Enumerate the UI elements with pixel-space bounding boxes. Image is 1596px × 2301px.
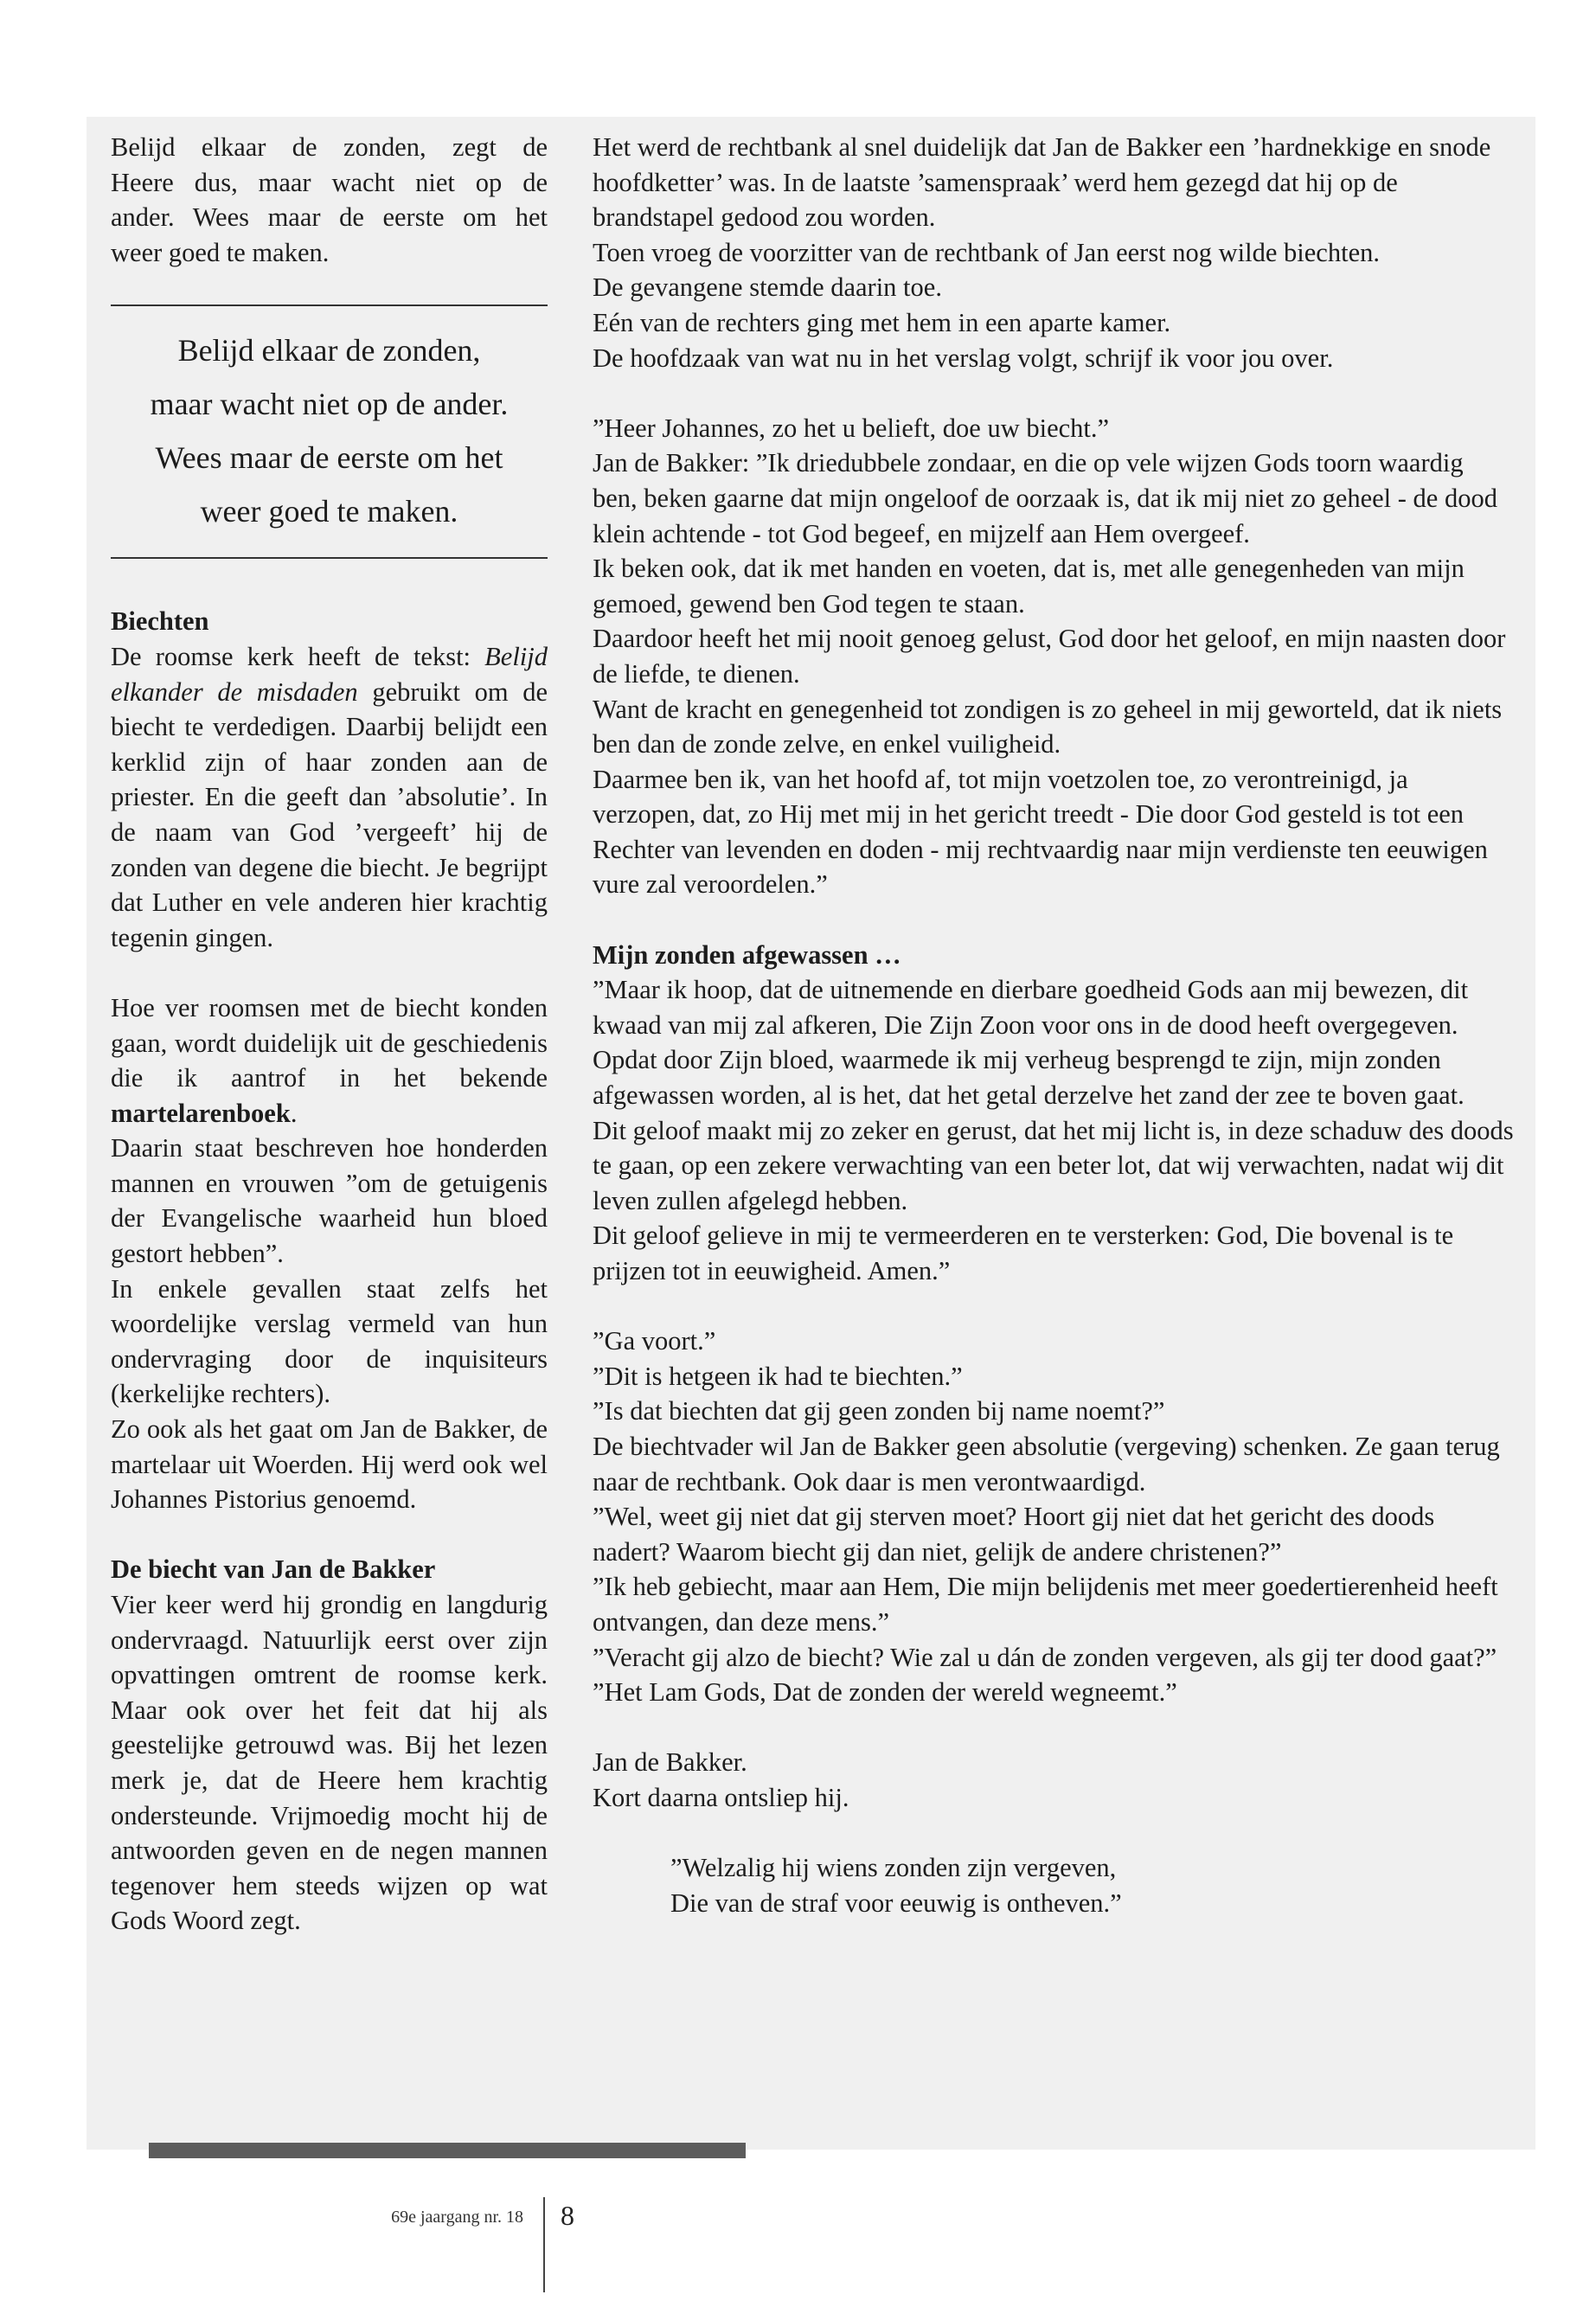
pullquote-line-2: maar wacht niet op de ander. xyxy=(150,387,509,422)
bakker-paragraph: Vier keer werd hij grondig en langdurig ondervraagd. Natuurlijk eerst over zijn opvattingen omtrent de roomse kerk. Maar ook over het feit dat hij als geestelijke getrouwd was. Bij het lezen merk je, dat de Heere hem krachtig ondersteunde. Vrijmoedig mocht hij de antwoorden geven en de negen mannen tegenover hem steeds wijzen op wat Gods Woord zegt. xyxy=(111,1590,548,1936)
right-p7: Jan de Bakker: ”Ik driedubbele zondaar, en die op vele wijzen Gods toorn waardig ben, beken gaarne dat mijn ongeloof de oorzaak is, dat ik mij niet zo geheel - de dood klein achtende - tot God begeef, en mijzelf aan Hem overgeef. xyxy=(593,448,1497,548)
roomsen-paragraph: Hoe ver roomsen met de biecht konden gaan, wordt duidelijk uit de geschiedenis die ik aantrof in het bekende martelarenboek. xyxy=(111,992,548,1128)
right-p4: Eén van de rechters ging met hem in een aparte kamer. xyxy=(593,307,1171,337)
right-p13: Opdat door Zijn bloed, waarmede ik mij verheug besprengd te zijn, mijn zonden afgewassen worden, al is het, dat het getal derzelve het zand der zee te boven gaat. xyxy=(593,1045,1465,1111)
right-p1: Het werd de rechtbank al snel duidelijk dat Jan de Bakker een ’hardnekkige en snode hoofdketter’ was. In de laatste ’samenspraak’ werd hem gezegd dat hij op de brandstapel gedood zou worden. xyxy=(593,132,1491,233)
right-p24: Jan de Bakker. xyxy=(593,1747,747,1778)
right-p11: Daarmee ben ik, van het hoofd af, tot mijn voetzolen toe, zo verontreinigd, ja verzopen, dat, zo Hij met mij in het gericht treedt - Die door God gesteld is tot een Rechter van levenden en doden - mij rechtvaardig naar mijn verdienste ten eeuwigen vure zal veroordelen.” xyxy=(593,764,1488,900)
right-p19: De biechtvader wil Jan de Bakker geen absolutie (vergeving) schenken. Ze gaan terug naar de rechtbank. Ook daar is men verontwaardigd. xyxy=(593,1431,1500,1497)
page-number: 8 xyxy=(561,2200,574,2231)
intro-line-3: ander. Wees maar de eerste om het xyxy=(111,202,548,233)
right-p6: ”Heer Johannes, zo het u belieft, doe uw biecht.” xyxy=(593,413,1110,443)
right-p2: Toen vroeg de voorzitter van de rechtbank of Jan eerst nog wilde biechten. xyxy=(593,237,1380,267)
right-p3: De gevangene stemde daarin toe. xyxy=(593,272,942,303)
poem-line-1: ”Welzalig hij wiens zonden zijn vergeven, xyxy=(670,1853,1117,1883)
zonden-heading: Mijn zonden afgewassen … xyxy=(593,939,901,970)
pullquote-line-3: Wees maar de eerste om het xyxy=(155,440,503,476)
right-p14: Dit geloof maakt mij zo zeker en gerust, dat het mij licht is, in deze schaduw des doods te gaan, op een zekere verwachting van een beter lot, dat wij verwachten, nadat wij dit leven zullen afgelegd hebben. xyxy=(593,1115,1514,1215)
right-p10: Want de kracht en genegenheid tot zondigen is zo geheel in mij geworteld, dat ik niets ben dan de zonde zelve, en enkel vuiligheid. xyxy=(593,694,1503,760)
martelarenboek: martelarenboek xyxy=(111,1098,291,1128)
right-p21: ”Ik heb gebiecht, maar aan Hem, Die mijn belijdenis met meer goedertierenheid heeft ontvangen, dan deze mens.” xyxy=(593,1572,1498,1637)
right-p20: ”Wel, weet gij niet dat gij sterven moet? Hoort gij niet dat het gericht des doods nadert? Waarom biecht gij dan niet, gelijk de andere christenen?” xyxy=(593,1502,1435,1567)
right-p16: ”Ga voort.” xyxy=(593,1326,716,1356)
pullquote-line-1: Belijd elkaar de zonden, xyxy=(177,333,481,369)
pullquote xyxy=(111,304,548,559)
bakker-heading: De biecht van Jan de Bakker xyxy=(111,1554,436,1585)
jan-de-bakker-paragraph: Zo ook als het gaat om Jan de Bakker, de martelaar uit Woerden. Hij werd ook wel Johannes Pistorius genoemd. xyxy=(111,1414,548,1515)
biechten-paragraph: De roomse kerk heeft de tekst: Belijd elkander de misdaden gebruikt om de biecht te verdedigen. Daarbij belijdt een kerklid zijn of haar zonden aan de priester. En die geeft dan ’absolutie’. In de naam van God ’vergeeft’ hij de zonden van degene die biecht. Je begrijpt dat Luther en vele anderen hier krachtig tegenin gingen. xyxy=(111,641,548,952)
right-p9: Daardoor heeft het mij nooit genoeg gelust, God door het geloof, en mijn naasten door de liefde, te dienen. xyxy=(593,624,1506,689)
closing-poem xyxy=(593,1850,1514,1920)
right-p8: Ik beken ook, dat ik met handen en voeten, dat is, met alle genegenheden van mijn gemoed, gewend ben God tegen te staan. xyxy=(593,554,1465,619)
right-p5: De hoofdzaak van wat nu in het verslag volgt, schrijf ik voor jou over. xyxy=(593,343,1334,373)
right-p22: ”Veracht gij alzo de biecht? Wie zal u dán de zonden vergeven, als gij ter dood gaat?” xyxy=(593,1642,1497,1672)
right-p25: Kort daarna ontsliep hij. xyxy=(593,1782,849,1812)
issue-label: 69e jaargang nr. 18 xyxy=(391,2208,523,2227)
right-p15: Dit geloof gelieve in mij te vermeerderen en te versterken: God, Die bovenal is te prijzen tot in eeuwigheid. Amen.” xyxy=(593,1221,1454,1285)
biechten-heading: Biechten xyxy=(111,606,209,637)
right-p18: ”Is dat biechten dat gij geen zonden bij name noemt?” xyxy=(593,1396,1165,1426)
enkele-gevallen-paragraph: In enkele gevallen staat zelfs het woordelijke verslag vermeld van hun ondervraging door de inquisiteurs (kerkelijke rechters). xyxy=(111,1273,548,1409)
left-column xyxy=(111,130,548,1939)
biechten-quote: Belijd elkander de misdaden xyxy=(111,641,548,707)
poem-line-2: Die van de straf voor eeuwig is ontheven.” xyxy=(670,1888,1122,1918)
daarin-paragraph: Daarin staat beschreven hoe honderden mannen en vrouwen ”om de getuigenis der Evangelische waarheid hun bloed gestort hebben”. xyxy=(111,1133,548,1269)
footer-divider xyxy=(543,2197,545,2292)
footer-bar xyxy=(149,2143,746,2158)
right-p12: ”Maar ik hoop, dat de uitnemende en dierbare goedheid Gods aan mij bewezen, dit kwaad van mij zal afkeren, Die Zijn Zoon voor ons in de dood heeft overgegeven. xyxy=(593,975,1469,1040)
right-p17: ”Dit is hetgeen ik had te biechten.” xyxy=(593,1361,963,1391)
pullquote-line-4: weer goed te maken. xyxy=(200,494,458,529)
intro-line-2: Heere dus, maar wacht niet op de xyxy=(111,167,548,197)
intro-line-1: Belijd elkaar de zonden, zegt de xyxy=(111,132,548,162)
right-column xyxy=(593,130,1514,1920)
right-p23: ”Het Lam Gods, Dat de zonden der wereld wegneemt.” xyxy=(593,1677,1177,1708)
intro-line-4: weer goed te maken. xyxy=(111,237,330,267)
